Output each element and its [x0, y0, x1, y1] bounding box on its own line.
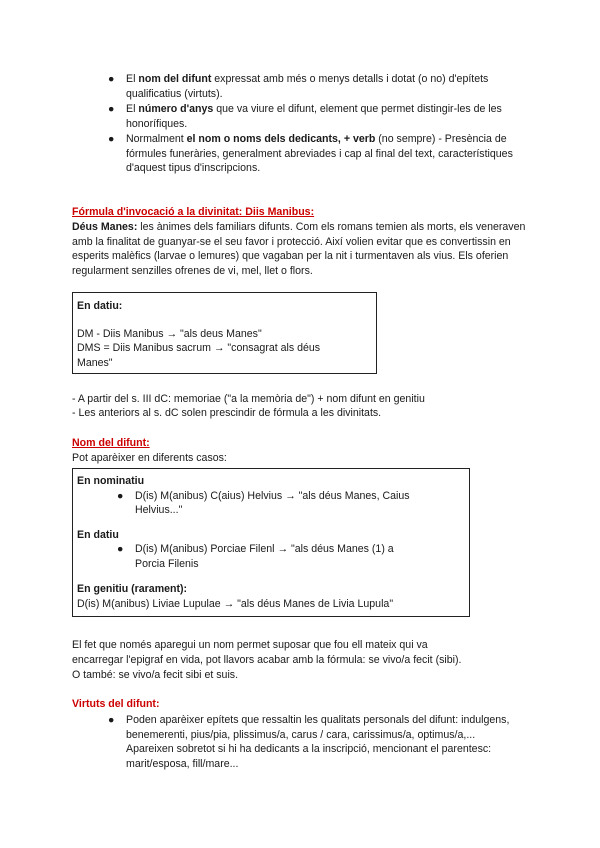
section-title-formula: Fórmula d'invocació a la divinitat: Diis Manibus:: [72, 206, 315, 218]
case-line: D(is) M(anibus) Liviae Lupulae → "als déus Manes de Livia Lupula": [77, 597, 394, 610]
section-title-nom: Nom del difunt:: [72, 437, 150, 449]
manes-paragraph: Déus Manes: les ànimes dels familiars difunts. Com els romans temien als morts, els veneraven amb la finalitat de guanyar-se el seu favor i protecció. Així volien evitar que es convertissin en esperits malèfics (larvae o lemures) que vagaban per la nit i turmentaven als vius. Els oferien regularment senzilles ofrenes de vi, mel, llet o flors.: [72, 221, 526, 277]
note-line: - Les anteriors al s. dC solen prescindir de fórmula a les divinitats.: [72, 407, 382, 419]
bullet-icon: ●: [108, 103, 115, 115]
case-heading: En genitiu (rarament):: [77, 583, 188, 595]
list-item: ● El nom del difunt expressat amb més o menys detalls i dotat (o no) d'epítets qualificatius (virtuts).: [108, 73, 489, 100]
box-line: DMS = Diis Manibus sacrum → "consagrat als déus Manes": [77, 342, 321, 369]
bullet-icon: ●: [108, 133, 115, 145]
bullet-icon: ●: [117, 489, 124, 502]
case-heading: En datiu: [77, 528, 119, 541]
list-item: ● El número d'anys que va viure el difunt, element que permet distingir-les de les honorífiques.: [108, 103, 502, 130]
bullet-icon: ●: [117, 543, 124, 555]
after-paragraph: El fet que només aparegui un nom permet suposar que fou ell mateix qui va encarregar l'epigraf en vida, pot llavors acabar amb la fórmula: se vivo/a fecit (sibi).: [72, 639, 462, 666]
section-title-virtuts: Virtuts del difunt:: [72, 698, 160, 710]
box-line: DM - Diis Manibus → "als deus Manes": [77, 327, 262, 340]
case-list: [117, 489, 417, 518]
note-line: - A partir del s. III dC: memoriae ("a la memòria de") + nom difunt en genitiu: [72, 393, 425, 405]
datiu-box: [72, 292, 377, 374]
case-heading: En nominatiu: [77, 475, 145, 487]
box-heading: En datiu:: [77, 300, 123, 312]
section-intro: Pot aparèixer en diferents casos:: [72, 452, 227, 464]
case-list: [117, 542, 417, 571]
bullet-icon: ●: [108, 73, 115, 85]
top-bullet-list: [108, 72, 538, 176]
list-item: ● Poden aparèixer epítets que ressaltin les qualitats personals del difunt: indulgens, benemerenti, pius/pia, plissimus/a, carus / cara, carissimus/a, optimus/a,... Apareixen sobretot si hi ha dedicants a la inscripció, mencionant el parentesc: marit/esposa, fill/mare...: [108, 714, 510, 770]
list-item: ● D(is) M(anibus) C(aius) Helvius → "als déus Manes, Caius Helvius...": [117, 489, 410, 516]
cases-box: [72, 468, 470, 617]
bullet-icon: ●: [108, 714, 115, 726]
virtuts-list: [108, 713, 538, 771]
list-item: ● Normalment el nom o noms dels dedicants, + verb (no sempre) - Presència de fórmules funeràries, generalment abreviades i cap al final del text, característiques d'aquest tipus d'inscripcions.: [108, 133, 513, 174]
list-item: ● D(is) M(anibus) Porciae Filenl → "als déus Manes (1) a Porcia Filenis: [117, 543, 394, 570]
after-line: O també: se vivo/a fecit sibi et suis.: [72, 669, 239, 681]
